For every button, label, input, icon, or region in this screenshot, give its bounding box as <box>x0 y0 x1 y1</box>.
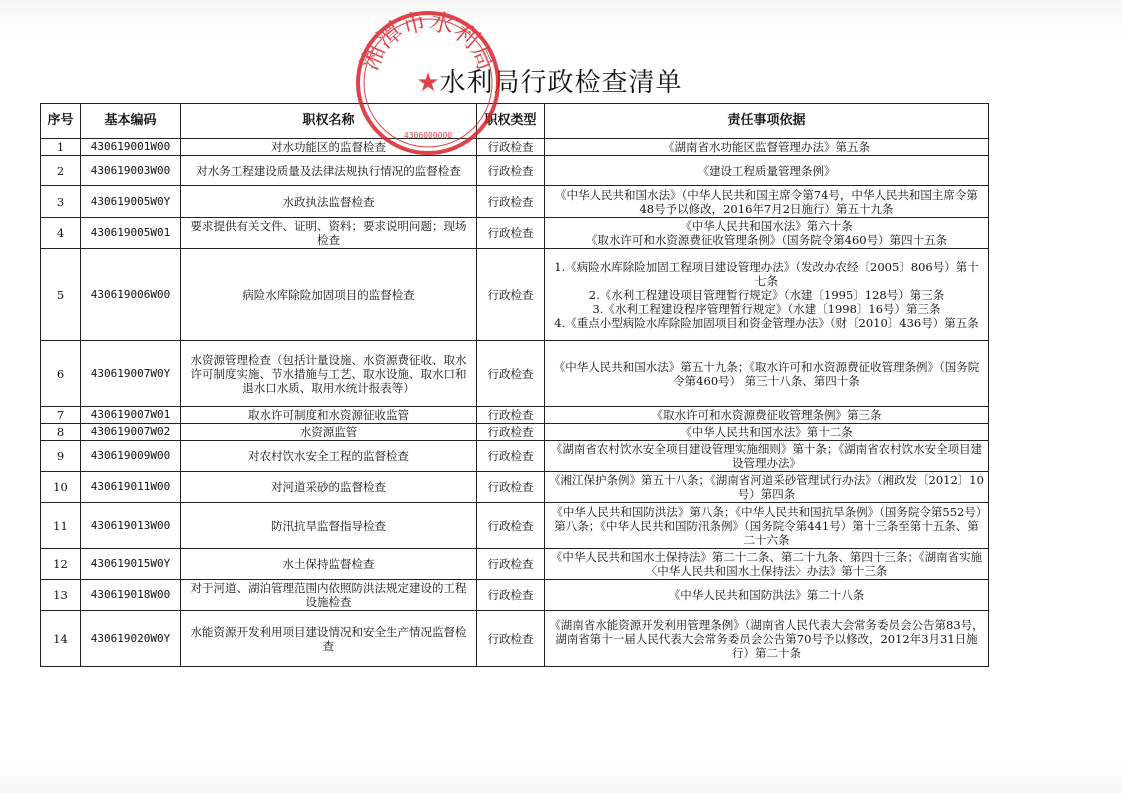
row-basis <box>545 549 989 580</box>
row-type: 行政检查 <box>477 156 545 186</box>
row-code: 430619005W0Y <box>81 186 181 218</box>
row-name: 水资源监管 <box>181 424 477 441</box>
row-number: 8 <box>41 424 81 441</box>
row-name: 取水许可制度和水资源征收监管 <box>181 407 477 424</box>
page-title: 水利局行政检查清单 <box>439 68 683 98</box>
row-type: 行政检查 <box>477 472 545 503</box>
row-number: 14 <box>41 611 81 667</box>
basis-line: 《中华人民共和国防洪法》第二十八条 <box>668 588 865 602</box>
row-name: 对河道采砂的监督检查 <box>181 472 477 503</box>
row-number: 5 <box>41 249 81 341</box>
row-type: 行政检查 <box>477 341 545 407</box>
basis-line: 《中华人民共和国防洪法》第八条；《中华人民共和国抗旱条例》（国务院令第552号）第八条；《中华人民共和国防汛条例》（国务院令第441号）第十三条至第十五条、第二十六条 <box>551 504 982 547</box>
row-type: 行政检查 <box>477 249 545 341</box>
row-name: 要求提供有关文件、证明、资料；要求说明问题；现场检查 <box>181 218 477 249</box>
inspection-table <box>40 103 989 667</box>
row-name: 水政执法监督检查 <box>181 186 477 218</box>
row-code: 430619007W0Y <box>81 341 181 407</box>
row-type: 行政检查 <box>477 186 545 218</box>
row-code: 430619007W02 <box>81 424 181 441</box>
seal-arc-text: 湘潭市水利局 <box>355 8 501 75</box>
row-basis <box>545 611 989 667</box>
table-header-row <box>41 104 989 139</box>
basis-line: 《取水许可和水资源费征收管理条例》第三条 <box>651 408 882 422</box>
table-row <box>41 341 989 407</box>
row-type: 行政检查 <box>477 218 545 249</box>
row-number: 7 <box>41 407 81 424</box>
basis-line: 1.《病险水库除险加固工程项目建设管理办法》（发改办农经〔2005〕806号）第十七条 <box>554 259 979 288</box>
row-number: 10 <box>41 472 81 503</box>
row-type: 行政检查 <box>477 580 545 611</box>
basis-line: 《建设工程质量管理条例》 <box>697 163 836 178</box>
table-row <box>41 503 989 549</box>
basis-line: 3.《水利工程建设程序管理暂行规定》（水建〔1998〕16号）第三条 <box>592 301 941 316</box>
row-name: 水能资源开发利用项目建设情况和安全生产情况监督检查 <box>181 611 477 667</box>
table-row <box>41 139 989 156</box>
basis-line: 《湖南省水功能区监督管理办法》第五条 <box>663 140 870 154</box>
table-row <box>41 249 989 341</box>
basis-line: 《中华人民共和国水法》第五十九条；《取水许可和水资源费征收管理条例》（国务院令第460号） 第三十八条、第四十条 <box>553 359 980 388</box>
row-name: 对水功能区的监督检查 <box>181 139 477 156</box>
row-code: 430619005W01 <box>81 218 181 249</box>
row-basis <box>545 341 989 407</box>
table-body <box>41 139 989 667</box>
basis-line: 《中华人民共和国水法》第六十条 <box>680 219 853 233</box>
row-number: 13 <box>41 580 81 611</box>
row-type: 行政检查 <box>477 611 545 667</box>
row-number: 11 <box>41 503 81 549</box>
row-name: 水土保持监督检查 <box>181 549 477 580</box>
table-row <box>41 549 989 580</box>
row-type: 行政检查 <box>477 549 545 580</box>
table-row <box>41 580 989 611</box>
basis-line: 《湖南省农村饮水安全项目建设管理实施细则》第十条；《湖南省农村饮水安全项目建设管理办法》 <box>550 442 983 470</box>
row-number: 1 <box>41 139 81 156</box>
row-code: 430619001W00 <box>81 139 181 156</box>
seal-star-icon: ★ <box>416 68 440 98</box>
row-code: 430619006W00 <box>81 249 181 341</box>
row-number: 4 <box>41 218 81 249</box>
row-name: 病险水库除险加固项目的监督检查 <box>181 249 477 341</box>
table-row <box>41 611 989 667</box>
row-basis <box>545 156 989 186</box>
basis-line: 《湘江保护条例》第五十八条；《湖南省河道采砂管理试行办法》（湘政发〔2012〕10号）第四条 <box>549 473 984 501</box>
row-number: 6 <box>41 341 81 407</box>
row-code: 430619003W00 <box>81 156 181 186</box>
header-code: 基本编码 <box>81 104 181 139</box>
header-name: 职权名称 <box>181 104 477 139</box>
row-number: 3 <box>41 186 81 218</box>
header-basis: 责任事项依据 <box>545 104 989 139</box>
row-name: 水资源管理检查（包括计量设施、水资源费征收、取水许可制度实施、节水措施与工艺、取水设施、取水口和退水口水质、取用水统计报表等） <box>181 341 477 407</box>
table-row <box>41 156 989 186</box>
row-code: 430619020W0Y <box>81 611 181 667</box>
header-no: 序号 <box>41 104 81 139</box>
basis-line: 《取水许可和水资源费征收管理条例》（国务院令第460号）第四十五条 <box>585 233 948 247</box>
table-row <box>41 424 989 441</box>
seal-code: 4306000000 <box>403 131 453 140</box>
row-number: 9 <box>41 441 81 472</box>
row-code: 430619013W00 <box>81 503 181 549</box>
table-row <box>41 218 989 249</box>
basis-line: 4.《重点小型病险水库除险加固项目和资金管理办法》（财〔2010〕436号）第五条 <box>554 315 979 330</box>
basis-line: 《中华人民共和国水土保持法》第二十二条、第二十九条、第四十三条；《湖南省实施〈中华人民共和国水土保持法〉办法》第十三条 <box>550 550 983 578</box>
row-basis <box>545 580 989 611</box>
row-basis <box>545 424 989 441</box>
row-basis <box>545 441 989 472</box>
basis-line: 《湖南省水能资源开发利用管理条例》（湖南省人民代表大会常务委员会公告第83号，湖南省第十一届人民代表大会常务委员会公告第70号予以修改，2012年3月31日施行）第二十条 <box>549 617 984 660</box>
row-name: 对农村饮水安全工程的监督检查 <box>181 441 477 472</box>
table-row <box>41 441 989 472</box>
basis-line: 2.《水利工程建设项目管理暂行规定》（水建〔1995〕128号）第三条 <box>588 287 945 302</box>
row-type: 行政检查 <box>477 139 545 156</box>
row-code: 430619007W01 <box>81 407 181 424</box>
row-name: 对水务工程建设质量及法律法规执行情况的监督检查 <box>181 156 477 186</box>
row-type: 行政检查 <box>477 503 545 549</box>
row-code: 430619009W00 <box>81 441 181 472</box>
row-code: 430619018W00 <box>81 580 181 611</box>
row-type: 行政检查 <box>477 407 545 424</box>
row-basis <box>545 139 989 156</box>
row-number: 2 <box>41 156 81 186</box>
row-name: 对于河道、湖泊管理范围内依照防洪法规定建设的工程设施检查 <box>181 580 477 611</box>
row-basis <box>545 186 989 218</box>
row-name: 防汛抗旱监督指导检查 <box>181 503 477 549</box>
table-row <box>41 472 989 503</box>
basis-line: 《中华人民共和国水法》（中华人民共和国主席令第74号，中华人民共和国主席令第48号予以修改，2016年7月2日施行）第五十九条 <box>555 187 978 216</box>
row-number: 12 <box>41 549 81 580</box>
header-type: 职权类型 <box>477 104 545 139</box>
row-basis <box>545 503 989 549</box>
row-basis <box>545 218 989 249</box>
row-basis <box>545 249 989 341</box>
row-basis <box>545 407 989 424</box>
row-type: 行政检查 <box>477 424 545 441</box>
basis-line: 《中华人民共和国水法》第十二条 <box>680 425 853 439</box>
table-row <box>41 407 989 424</box>
row-code: 430619011W00 <box>81 472 181 503</box>
row-basis <box>545 472 989 503</box>
table-row <box>41 186 989 218</box>
row-code: 430619015W0Y <box>81 549 181 580</box>
row-type: 行政检查 <box>477 441 545 472</box>
